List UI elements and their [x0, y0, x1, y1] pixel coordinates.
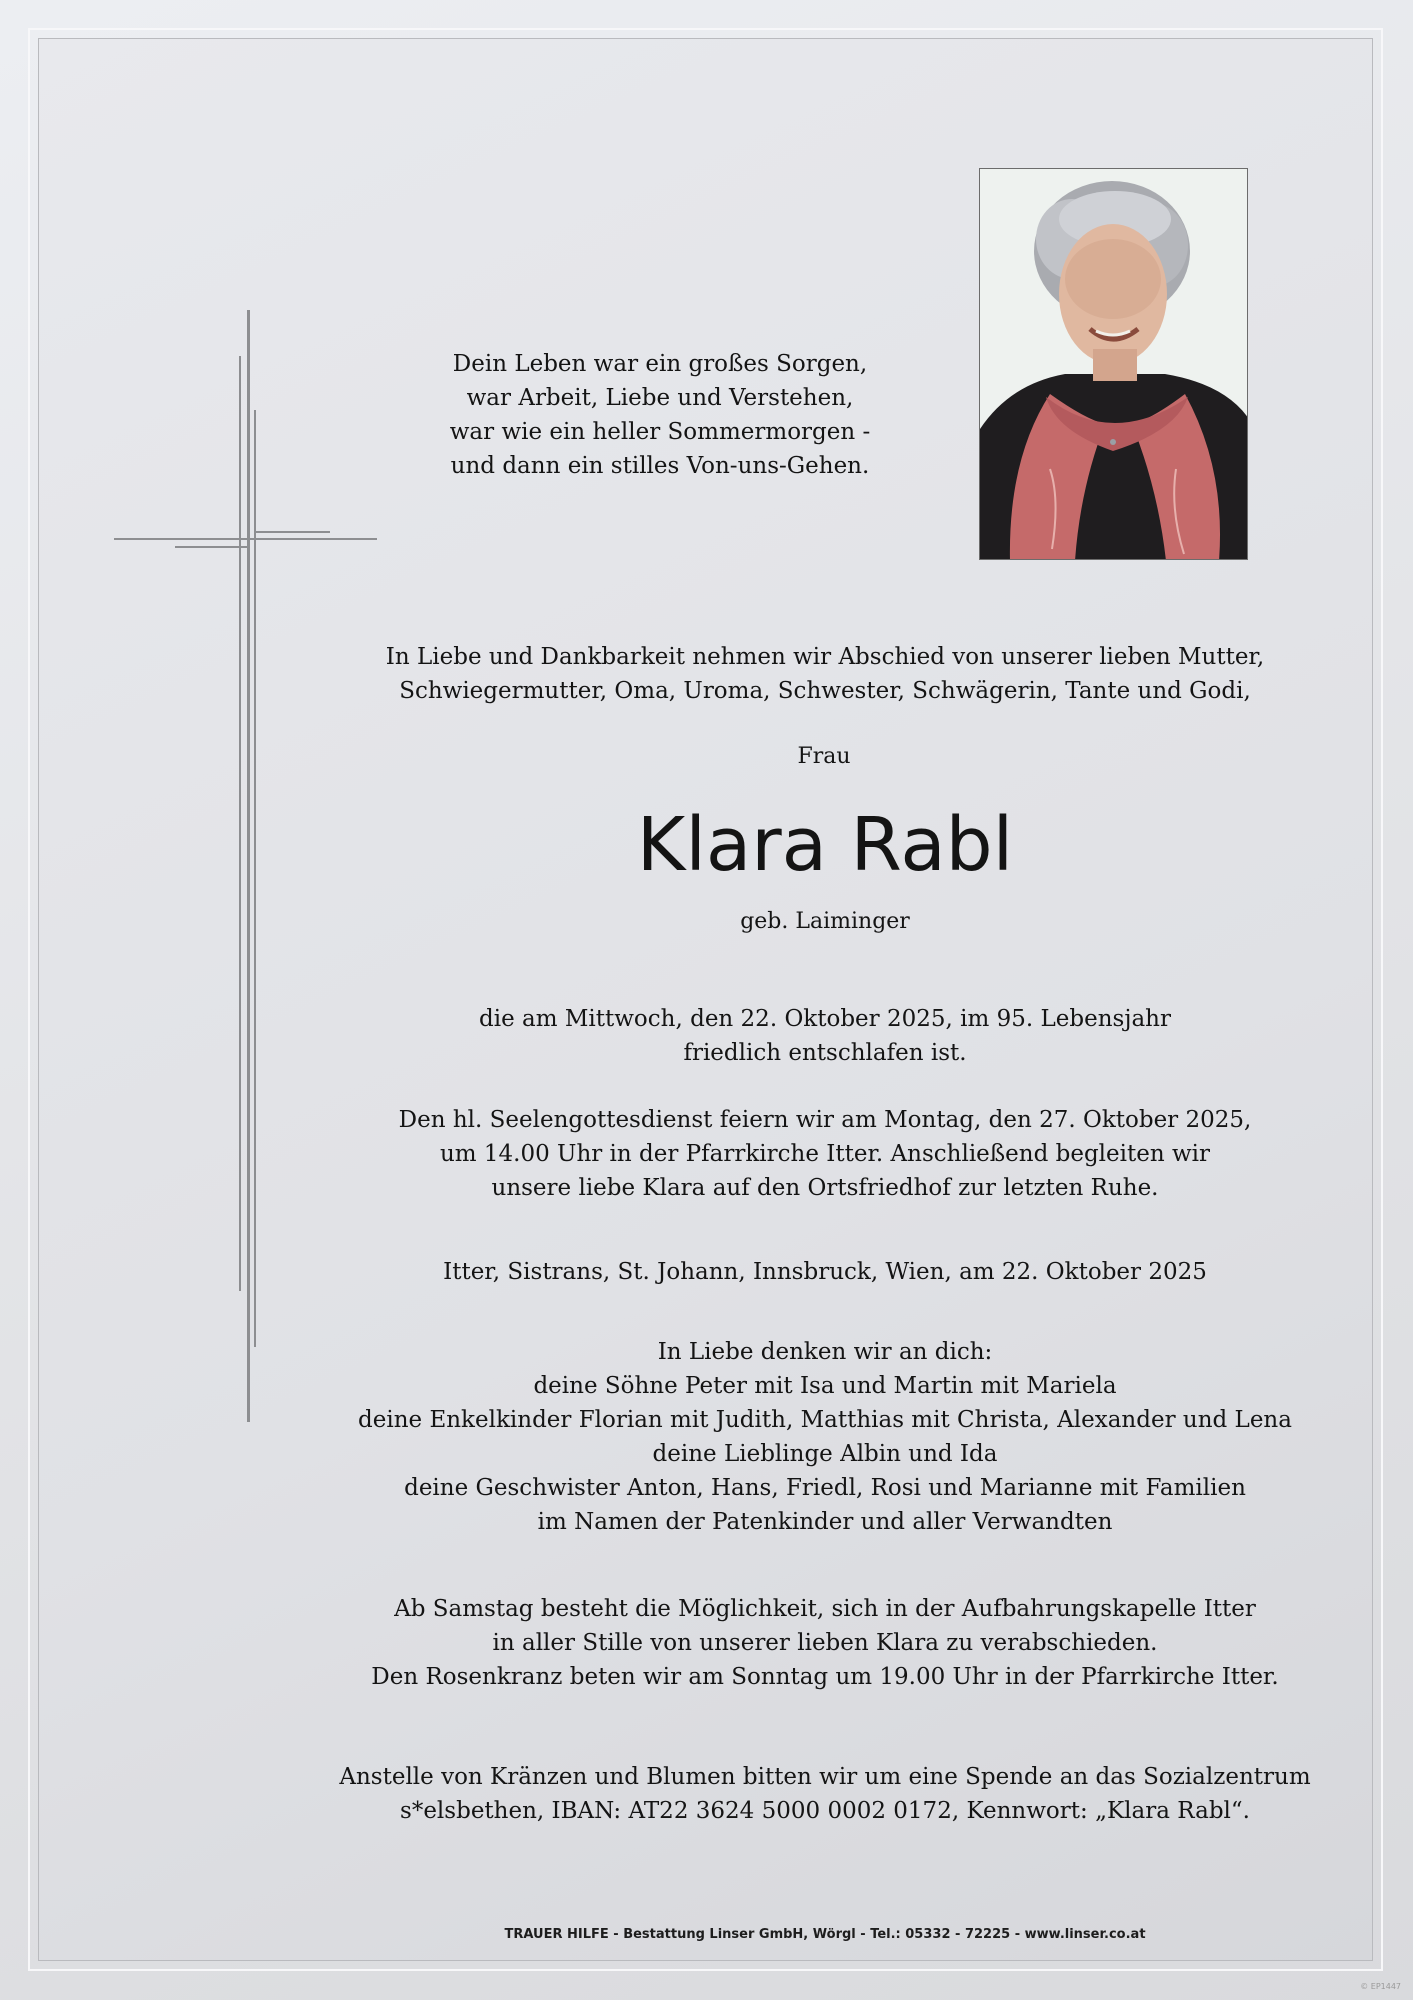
poem-line: und dann ein stilles Von-uns-Gehen. [450, 453, 870, 479]
farewell-intro [300, 640, 1350, 708]
mourners-line: deine Söhne Peter mit Isa und Martin mit Mariela [533, 1373, 1117, 1399]
poem-line: war wie ein heller Sommermorgen - [449, 419, 871, 445]
portrait-photo [979, 168, 1248, 560]
mourners-line: deine Lieblinge Albin und Ida [652, 1441, 998, 1467]
death-line: die am Mittwoch, den 22. Oktober 2025, im 95. Lebensjahr [479, 1006, 1171, 1032]
funeral-home-footer: TRAUER HILFE - Bestattung Linser GmbH, Wörgl - Tel.: 05332 - 72225 - www.linser.co.at [504, 1927, 1146, 1942]
place-date: Itter, Sistrans, St. Johann, Innsbruck, Wien, am 22. Oktober 2025 [443, 1259, 1207, 1285]
donation-request [310, 1760, 1340, 1828]
death-notice [400, 1002, 1250, 1070]
service-line: Den hl. Seelengottesdienst feiern wir am Montag, den 27. Oktober 2025, [398, 1107, 1252, 1133]
service-line: um 14.00 Uhr in der Pfarrkirche Itter. Anschließend begleiten wir [439, 1141, 1211, 1167]
deceased-name: Klara Rabl [636, 802, 1014, 888]
wake-line: Den Rosenkranz beten wir am Sonntag um 19.00 Uhr in der Pfarrkirche Itter. [371, 1664, 1279, 1690]
maiden-name: geb. Laiminger [740, 909, 910, 934]
wake-line: in aller Stille von unserer lieben Klara zu verabschieden. [492, 1630, 1158, 1656]
funeral-service [360, 1103, 1290, 1205]
wake-notice [330, 1592, 1320, 1694]
mourners-list [330, 1335, 1320, 1539]
mourners-line: deine Enkelkinder Florian mit Judith, Matthias mit Christa, Alexander und Lena [358, 1407, 1292, 1433]
memorial-poem [420, 347, 900, 483]
template-code: © EP1447 [1360, 1982, 1401, 1991]
intro-line: Schwiegermutter, Oma, Uroma, Schwester, Schwägerin, Tante und Godi, [399, 678, 1251, 704]
service-line: unsere liebe Klara auf den Ortsfriedhof zur letzten Ruhe. [491, 1175, 1159, 1201]
mourners-line: im Namen der Patenkinder und aller Verwandten [537, 1509, 1113, 1535]
intro-line: In Liebe und Dankbarkeit nehmen wir Abschied von unserer lieben Mutter, [385, 644, 1265, 670]
poem-line: Dein Leben war ein großes Sorgen, [452, 351, 868, 377]
poem-line: war Arbeit, Liebe und Verstehen, [466, 385, 854, 411]
wake-line: Ab Samstag besteht die Möglichkeit, sich in der Aufbahrungskapelle Itter [394, 1596, 1256, 1622]
death-line: friedlich entschlafen ist. [683, 1040, 967, 1066]
mourners-line: deine Geschwister Anton, Hans, Friedl, Rosi und Marianne mit Familien [404, 1475, 1246, 1501]
salutation: Frau [797, 744, 851, 769]
mourners-line: In Liebe denken wir an dich: [657, 1339, 993, 1365]
donation-line: Anstelle von Kränzen und Blumen bitten wir um eine Spende an das Sozialzentrum [339, 1764, 1311, 1790]
donation-line: s*elsbethen, IBAN: AT22 3624 5000 0002 0172, Kennwort: „Klara Rabl“. [400, 1798, 1250, 1824]
